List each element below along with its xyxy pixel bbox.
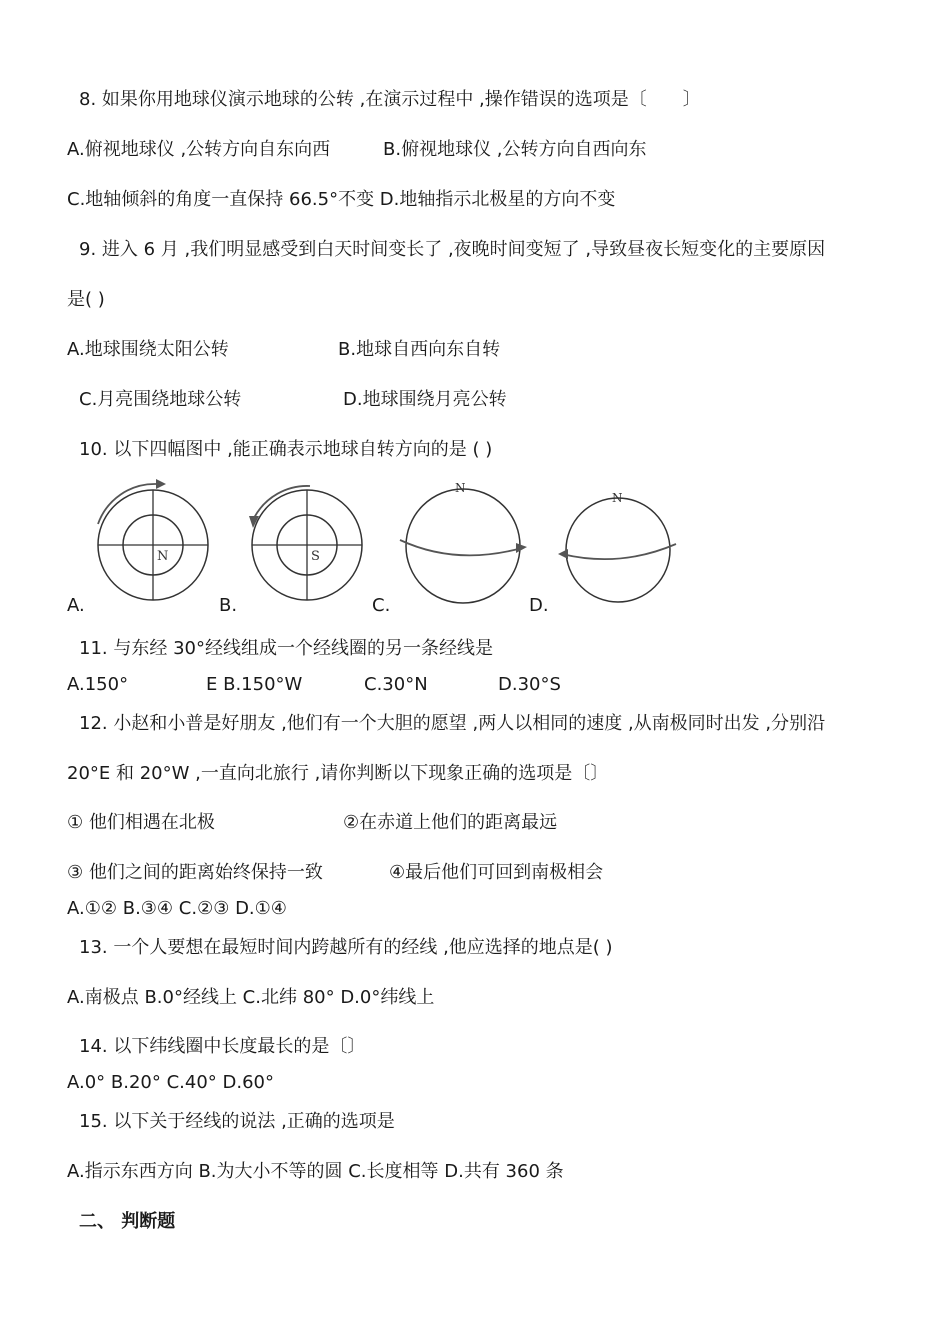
q8-option-cd: C.地轴倾斜的角度一直保持 66.5°不变 D.地轴指示北极星的方向不变 — [67, 189, 616, 210]
q10-figure-d — [556, 488, 686, 608]
q11-option-d: D.30°S — [498, 674, 561, 695]
q8-stem: 8. 如果你用地球仪演示地球的公转 ,在演示过程中 ,操作错误的选项是〔 〕 — [79, 89, 701, 110]
q12-stem: 12. 小赵和小普是好朋友 ,他们有一个大胆的愿望 ,两人以相同的速度 ,从南极同时出发 ,分别沿 — [79, 713, 826, 734]
q9-option-c: C.月亮围绕地球公转 — [79, 389, 242, 410]
q14-stem: 14. 以下纬线圈中长度最长的是〔〕 — [79, 1036, 366, 1057]
q10-stem: 10. 以下四幅图中 ,能正确表示地球自转方向的是 ( ) — [79, 439, 493, 460]
q14-options: A.0° B.20° C.40° D.60° — [67, 1072, 274, 1093]
q11-option-c: C.30°N — [364, 674, 428, 695]
q10-figure-b — [244, 478, 374, 608]
q12-options: A.①② B.③④ C.②③ D.①④ — [67, 898, 287, 919]
q12-stem-cont: 20°E 和 20°W ,一直向北旅行 ,请你判断以下现象正确的选项是〔〕 — [67, 763, 609, 784]
q9-stem-cont: 是( ) — [67, 289, 105, 310]
q12-statement-4: ④最后他们可回到南极相会 — [389, 862, 604, 883]
q8-option-b: B.俯视地球仪 ,公转方向自西向东 — [383, 139, 647, 160]
q10-figure-d-label: D. — [529, 595, 549, 616]
q15-options: A.指示东西方向 B.为大小不等的圆 C.长度相等 D.共有 360 条 — [67, 1161, 564, 1182]
q13-stem: 13. 一个人要想在最短时间内跨越所有的经线 ,他应选择的地点是( ) — [79, 937, 613, 958]
q10-figure-a-pole-label: N — [157, 549, 169, 564]
q9-option-a: A.地球围绕太阳公转 — [67, 339, 229, 360]
q11-option-b: E B.150°W — [206, 674, 303, 695]
section-heading-judgement: 二、 判断题 — [79, 1211, 176, 1232]
q8-option-a: A.俯视地球仪 ,公转方向自东向西 — [67, 139, 331, 160]
q12-statement-1: ① 他们相遇在北极 — [67, 812, 215, 833]
q10-figure-a-label: A. — [67, 595, 85, 616]
q11-stem: 11. 与东经 30°经线组成一个经线圈的另一条经线是 — [79, 638, 493, 659]
q10-figure-c-pole-label: N — [455, 481, 466, 495]
q9-stem: 9. 进入 6 月 ,我们明显感受到白天时间变长了 ,夜晚时间变短了 ,导致昼夜长短变化的主要原因 — [79, 239, 826, 260]
q9-option-b: B.地球自西向东自转 — [338, 339, 501, 360]
q15-stem: 15. 以下关于经线的说法 ,正确的选项是 — [79, 1111, 395, 1132]
q10-figure-c-label: C. — [372, 595, 391, 616]
q10-figure-d-pole-label: N — [612, 491, 623, 505]
q10-figure-a — [90, 478, 220, 608]
q12-statement-2: ②在赤道上他们的距离最远 — [343, 812, 558, 833]
q10-figure-b-label: B. — [219, 595, 238, 616]
q10-figure-b-pole-label: S — [311, 549, 320, 564]
q9-option-d: D.地球围绕月亮公转 — [343, 389, 507, 410]
q13-options: A.南极点 B.0°经线上 C.北纬 80° D.0°纬线上 — [67, 987, 435, 1008]
q12-statement-3: ③ 他们之间的距离始终保持一致 — [67, 862, 323, 883]
q11-option-a: A.150° — [67, 674, 129, 695]
q10-figure-c — [396, 478, 536, 608]
